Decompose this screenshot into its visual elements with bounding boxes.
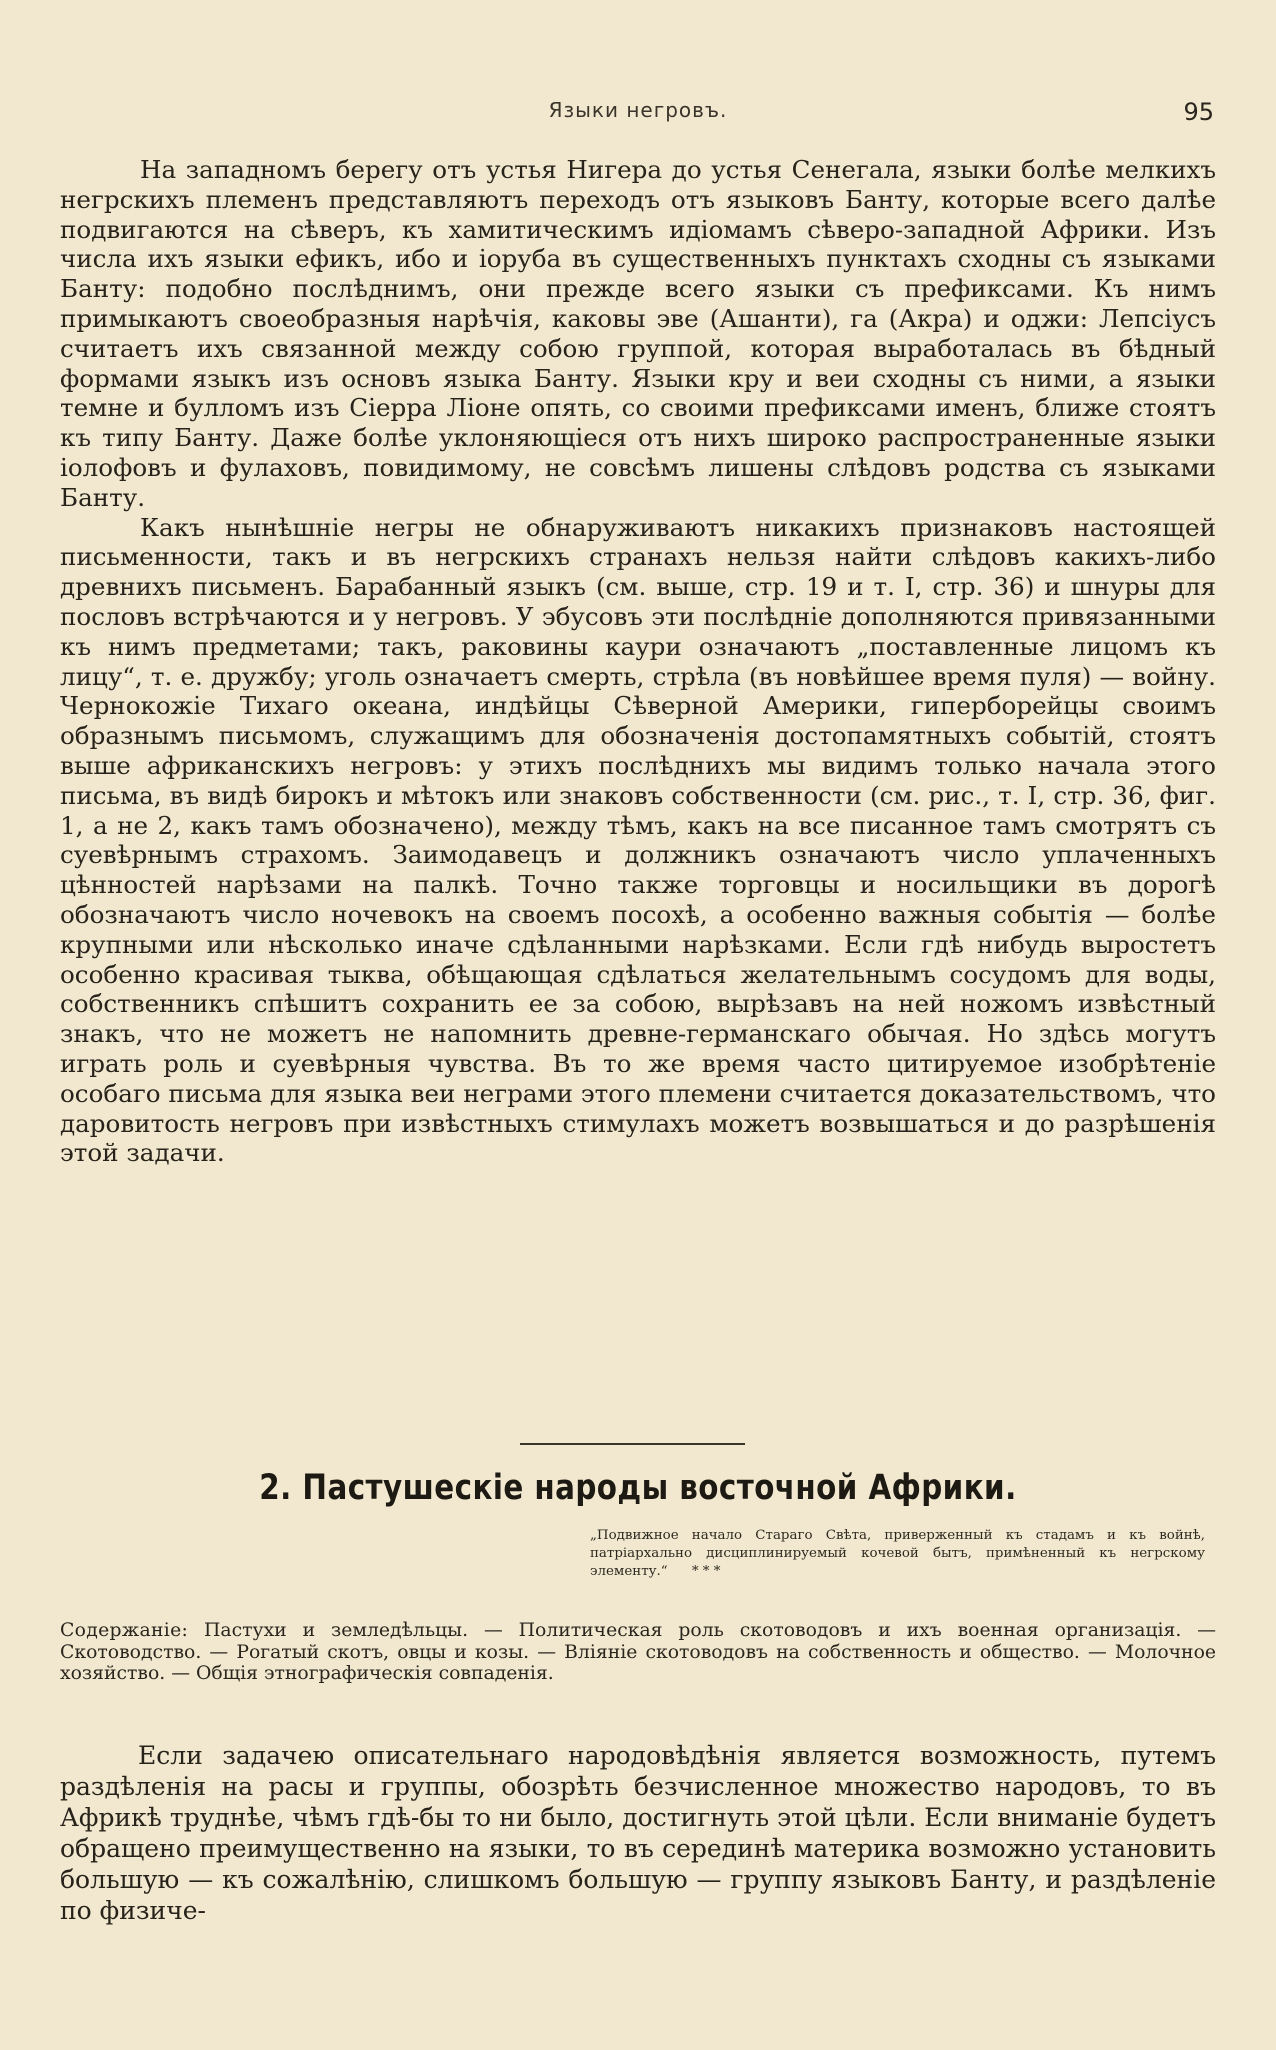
paragraph-western-languages: На западномъ берегу отъ устья Нигера до устья Сенегала, языки болѣе мелкихъ негрскихъ племенъ представляютъ переходъ отъ языковъ Банту, которые всего далѣе подвигаются на сѣверъ, къ хамитическимъ идіомамъ сѣверо-западной Африки. Изъ числа ихъ языки ефикъ, ибо и іоруба въ существенныхъ пунктахъ сходны съ языками Банту: подобно послѣднимъ, они прежде всего языки съ префиксами. Къ нимъ примыкаютъ своеобразныя нарѣчія, каковы эве (Ашанти), га (Акра) и оджи: Лепсіусъ считаетъ ихъ связанной между собою группой, которая выработалась въ бѣдный формами языкъ изъ основъ языка Банту. Языки кру и веи сходны съ ними, а языки темне и булломъ изъ Сіерра Ліоне опять, со своими префиксами именъ, ближе стоятъ къ типу Банту. Даже болѣе уклоняющіеся отъ нихъ широко распространенные языки іолофовъ и фулаховъ, повидимому, не совсѣмъ лишены слѣдовъ родства съ языками Банту. — [60, 155, 1216, 512]
section-contents — [60, 1620, 1216, 1685]
section-title: 2. Пастушескіе народы восточной Африки. — [259, 1468, 1017, 1508]
paragraph-writing: Какъ нынѣшніе негры не обнаруживаютъ никакихъ признаковъ настоящей письменности, такъ и въ негрскихъ странахъ нельзя найти слѣдовъ какихъ-либо древнихъ письменъ. Барабанный языкъ (см. выше, стр. 19 и т. I, стр. 36) и шнуры для пословъ встрѣчаются и у негровъ. У эбусовъ эти послѣдніе дополняются привязанными къ нимъ предметами; такъ, раковины каури означаютъ „поставленные лицомъ къ лицу“, т. е. дружбу; уголь означаетъ смерть, стрѣла (въ новѣйшее время пуля) — войну. Чернокожіе Тихаго океана, индѣйцы Сѣверной Америки, гиперборейцы своимъ образнымъ письмомъ, служащимъ для обозначенія достопамятныхъ событій, стоятъ выше африканскихъ негровъ: у этихъ послѣднихъ мы видимъ только начала этого письма, въ видѣ бирокъ и мѣтокъ или знаковъ собственности (см. рис., т. I, стр. 36, фиг. 1, а не 2, какъ тамъ обозначено), между тѣмъ, какъ на все писанное тамъ смотрятъ съ суевѣрнымъ страхомъ. Заимодавецъ и должникъ означаютъ число уплаченныхъ цѣнностей нарѣзами на палкѣ. Точно также торговцы и носильщики въ дорогѣ обозначаютъ число ночевокъ на своемъ посохѣ, а особенно важныя событія — болѣе крупными или нѣсколько иначе сдѣланными нарѣзками. Если гдѣ нибудь выростетъ особенно красивая тыква, обѣщающая сдѣлаться желательнымъ сосудомъ для воды, собственникъ спѣшитъ сохранить ее за собою, вырѣзавъ на ней ножомъ извѣстный знакъ, что не можетъ не напомнить древне-германскаго обычая. Но здѣсь могутъ играть роль и суевѣрныя чувства. Въ то же время часто цитируемое изобрѣтеніе особаго письма для языка веи неграми этого племени считается доказательствомъ, что даровитость негровъ при извѣстныхъ стимулахъ можетъ возвышаться и до разрѣшенія этой задачи. — [60, 512, 1216, 1168]
section-divider — [520, 1443, 745, 1445]
epigraph-mark: * * * — [691, 1564, 721, 1579]
paragraph-intro: Если задачею описательнаго народовѣдѣнія является возможность, путемъ раздѣленія на расы и группы, обозрѣть безчисленное множество народовъ, то въ Африкѣ труднѣе, чѣмъ гдѣ-бы то ни было, достигнуть этой цѣли. Если вниманіе будетъ обращено преимущественно на языки, то въ серединѣ материка возможно установить большую — къ сожалѣнію, слишкомъ большую — группу языковъ Банту, и раздѣленіе по физиче- — [60, 1741, 1216, 1925]
body-text — [60, 155, 1216, 1168]
epigraph — [590, 1527, 1205, 1581]
page-number: 95 — [1183, 98, 1214, 126]
epigraph-text: „Подвижное начало Стараго Свѣта, приверженный къ стадамъ и къ войнѣ, патріархально дисциплинируемый кочевой бытъ, примѣненный къ негрскому элементу.“ — [590, 1528, 1205, 1579]
section-intro — [60, 1740, 1216, 1926]
contents-label: Содержаніе: — [60, 1620, 189, 1641]
contents-text: Пастухи и земледѣльцы. — Политическая роль скотоводовъ и ихъ военная организація. — Скотоводство. — Рогатый скотъ, овцы и козы. — Вліяніе скотоводовъ на собственность и общество. — Молочное хозяйство. — Общія этнографическія совпаденія. — [60, 1620, 1216, 1685]
running-head: Языки негровъ. — [548, 98, 728, 122]
